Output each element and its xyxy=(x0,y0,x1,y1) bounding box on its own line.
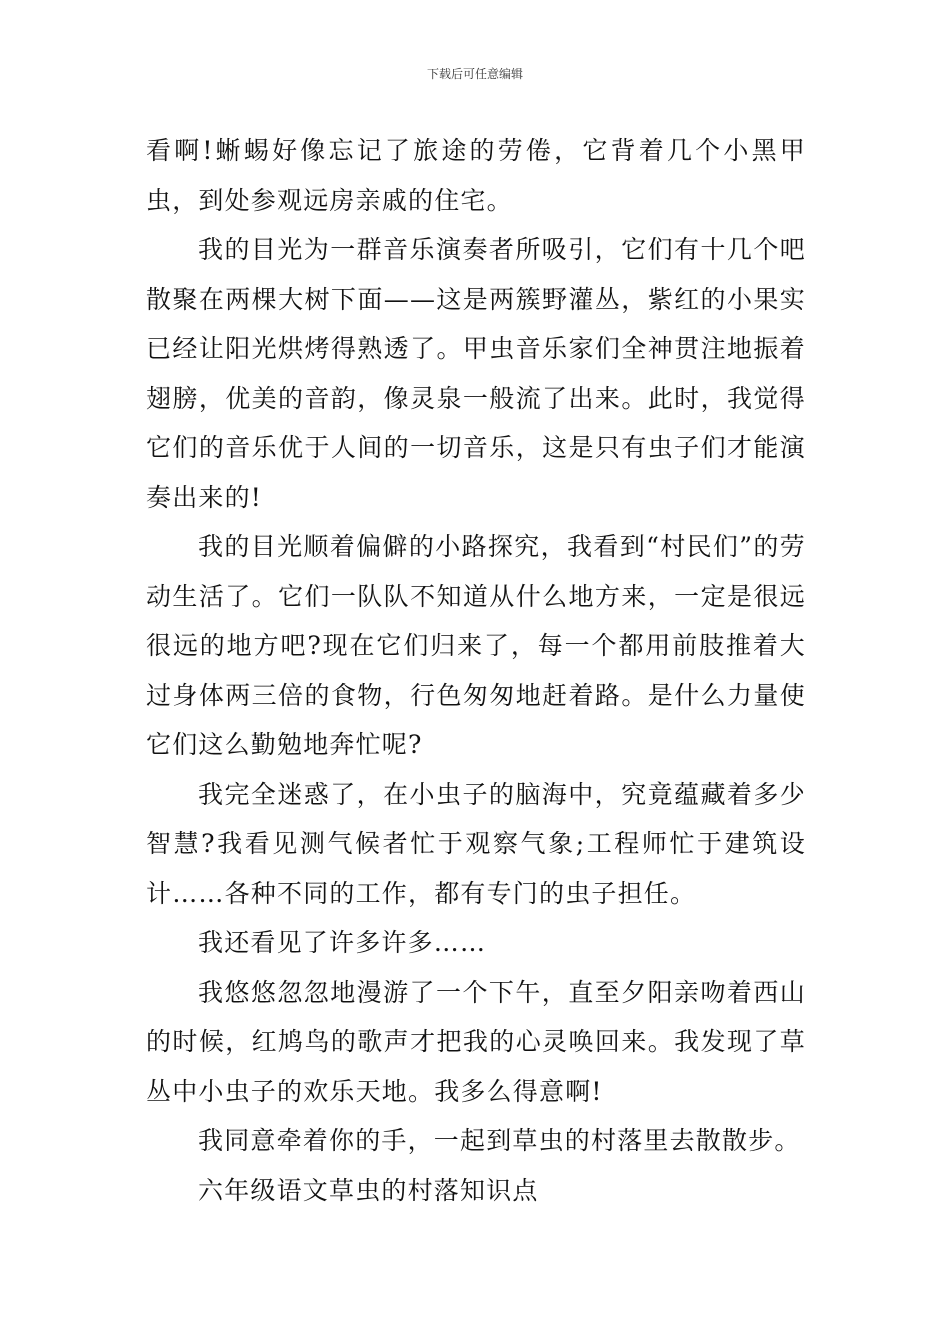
section-title: 六年级语文草虫的村落知识点 xyxy=(198,1175,539,1205)
paragraph-4: 我完全迷惑了，在小虫子的脑海中，究竟蕴藏着多少智慧?我看见测气候者忙于观察气象;工程师忙于建筑设计……各种不同的工作，都有专门的虫子担任。 xyxy=(146,779,806,908)
paragraph-2: 我的目光为一群音乐演奏者所吸引，它们有十几个吧散聚在两棵大树下面——这是两簇野灌丛，紫红的小果实已经让阳光烘烤得熟透了。甲虫音乐家们全神贯注地振着翅膀，优美的音韵，像灵泉一般流了出来。此时，我觉得它们的音乐优于人间的一切音乐，这是只有虫子们才能演奏出来的! xyxy=(146,235,806,512)
paragraph-1: 看啊!蜥蜴好像忘记了旅途的劳倦，它背着几个小黑甲虫，到处参观远房亲戚的住宅。 xyxy=(146,136,806,215)
document-body xyxy=(146,126,806,1215)
paragraph-5: 我还看见了许多许多…… xyxy=(198,928,487,957)
paragraph-7: 我同意牵着你的手，一起到草虫的村落里去散散步。 xyxy=(198,1126,801,1155)
paragraph-6: 我悠悠忽忽地漫游了一个下午，直至夕阳亲吻着西山的时候，红鸠鸟的歌声才把我的心灵唤回来。我发现了草丛中小虫子的欢乐天地。我多么得意啊! xyxy=(146,977,806,1106)
page-header: 下载后可任意编辑 xyxy=(426,67,523,81)
paragraph-3: 我的目光顺着偏僻的小路探究，我看到“村民们”的劳动生活了。它们一队队不知道从什么地方来，一定是很远很远的地方吧?现在它们归来了，每一个都用前肢推着大过身体两三倍的食物，行色匆匆地赶着路。是什么力量使它们这么勤勉地奔忙呢? xyxy=(146,532,806,759)
